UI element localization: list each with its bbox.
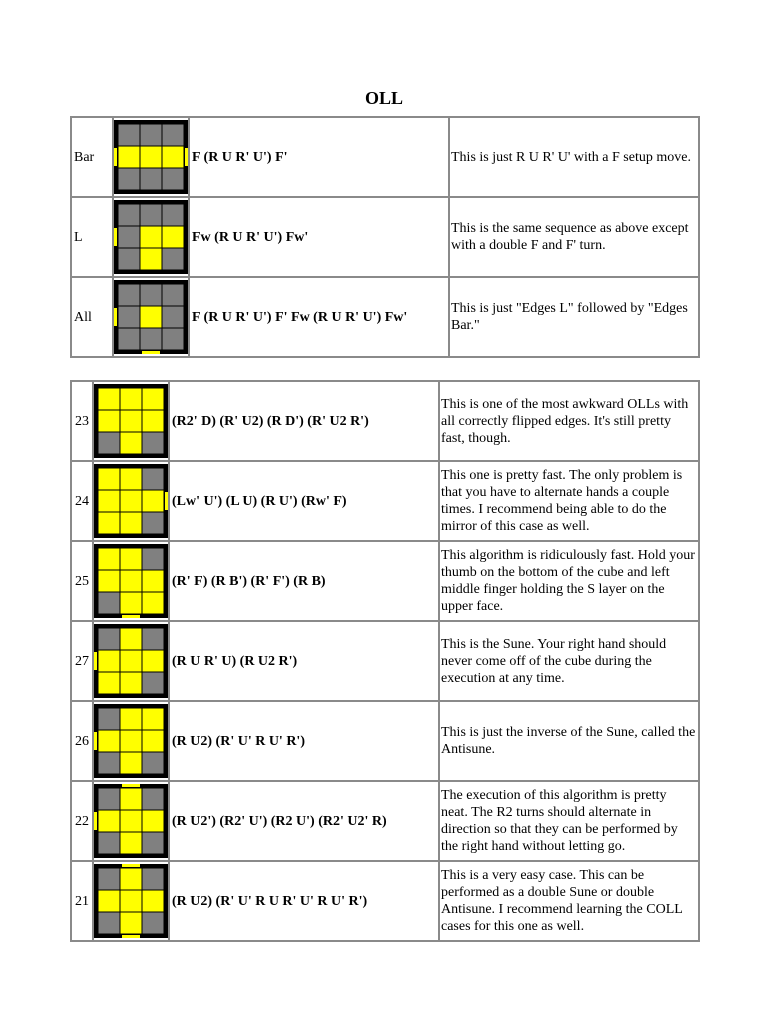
algorithm: (R' F) (R B') (R' F') (R B) <box>169 541 439 621</box>
face-sticker <box>142 730 164 752</box>
algorithm: (R U2) (R' U' R U' R') <box>169 701 439 781</box>
description: This one is pretty fast. The only problem is that you have to alternate hands a couple times. I recommend being able to do the mirror of this case as well. <box>439 461 699 541</box>
face-sticker <box>98 708 120 730</box>
cube-diagram <box>94 384 168 458</box>
side-sticker <box>185 148 188 166</box>
face-sticker <box>162 124 184 146</box>
face-sticker <box>98 912 120 934</box>
face-sticker <box>120 570 142 592</box>
case-diagram <box>93 861 169 941</box>
face-sticker <box>120 592 142 614</box>
face-sticker <box>98 592 120 614</box>
face-sticker <box>140 248 162 270</box>
table-row <box>71 461 699 541</box>
case-number: 27 <box>71 621 93 701</box>
side-sticker <box>122 784 140 787</box>
case-diagram <box>113 277 189 357</box>
face-sticker <box>162 248 184 270</box>
face-sticker <box>120 730 142 752</box>
face-sticker <box>120 410 142 432</box>
face-sticker <box>118 226 140 248</box>
case-diagram <box>113 117 189 197</box>
side-sticker <box>94 652 97 670</box>
cube-diagram <box>94 624 168 698</box>
case-diagram <box>113 197 189 277</box>
face-sticker <box>120 890 142 912</box>
table-row <box>71 277 699 357</box>
face-sticker <box>142 468 164 490</box>
face-sticker <box>142 868 164 890</box>
face-sticker <box>140 204 162 226</box>
description: This is just R U R' U' with a F setup move. <box>449 117 699 197</box>
table-row <box>71 197 699 277</box>
case-number: 22 <box>71 781 93 861</box>
face-sticker <box>142 832 164 854</box>
cube-diagram <box>94 464 168 538</box>
face-sticker <box>162 284 184 306</box>
face-sticker <box>120 548 142 570</box>
face-sticker <box>162 226 184 248</box>
description: This is just "Edges L" followed by "Edges Bar." <box>449 277 699 357</box>
side-sticker <box>94 812 97 830</box>
table-row <box>71 621 699 701</box>
face-sticker <box>120 512 142 534</box>
face-sticker <box>98 672 120 694</box>
cube-diagram <box>94 784 168 858</box>
face-sticker <box>140 226 162 248</box>
face-sticker <box>142 810 164 832</box>
cube-diagram <box>94 864 168 938</box>
face-sticker <box>142 432 164 454</box>
face-sticker <box>120 628 142 650</box>
face-sticker <box>140 328 162 350</box>
case-diagram <box>93 781 169 861</box>
description: This algorithm is ridiculously fast. Hold your thumb on the bottom of the cube and left middle finger holding the S layer on the upper face. <box>439 541 699 621</box>
table-row <box>71 117 699 197</box>
table-row <box>71 861 699 941</box>
face-sticker <box>118 248 140 270</box>
table-row <box>71 541 699 621</box>
algorithm: F (R U R' U') F' <box>189 117 449 197</box>
edges-table <box>70 116 700 358</box>
face-sticker <box>120 832 142 854</box>
face-sticker <box>142 890 164 912</box>
face-sticker <box>98 788 120 810</box>
cube-diagram <box>94 704 168 778</box>
face-sticker <box>140 284 162 306</box>
face-sticker <box>140 146 162 168</box>
side-sticker <box>114 228 117 246</box>
face-sticker <box>162 168 184 190</box>
face-sticker <box>120 672 142 694</box>
face-sticker <box>98 388 120 410</box>
face-sticker <box>98 810 120 832</box>
face-sticker <box>98 890 120 912</box>
side-sticker <box>165 492 168 510</box>
face-sticker <box>162 306 184 328</box>
side-sticker <box>122 615 140 618</box>
face-sticker <box>120 388 142 410</box>
face-sticker <box>162 204 184 226</box>
description: This is the same sequence as above except with a double F and F' turn. <box>449 197 699 277</box>
cube-diagram <box>114 280 188 354</box>
case-label: Bar <box>71 117 113 197</box>
face-sticker <box>98 468 120 490</box>
face-sticker <box>118 124 140 146</box>
cube-diagram <box>94 544 168 618</box>
case-diagram <box>93 541 169 621</box>
description: This is just the inverse of the Sune, called the Antisune. <box>439 701 699 781</box>
face-sticker <box>140 306 162 328</box>
face-sticker <box>120 810 142 832</box>
face-sticker <box>98 650 120 672</box>
face-sticker <box>98 832 120 854</box>
face-sticker <box>120 868 142 890</box>
face-sticker <box>118 306 140 328</box>
side-sticker <box>114 148 117 166</box>
face-sticker <box>142 592 164 614</box>
table-row <box>71 701 699 781</box>
table-row <box>71 781 699 861</box>
face-sticker <box>142 752 164 774</box>
face-sticker <box>142 672 164 694</box>
algorithm: (R U2) (R' U' R U R' U' R U' R') <box>169 861 439 941</box>
face-sticker <box>142 650 164 672</box>
case-number: 21 <box>71 861 93 941</box>
case-diagram <box>93 621 169 701</box>
face-sticker <box>118 146 140 168</box>
face-sticker <box>98 490 120 512</box>
algorithm: F (R U R' U') F' Fw (R U R' U') Fw' <box>189 277 449 357</box>
face-sticker <box>120 752 142 774</box>
algorithm: Fw (R U R' U') Fw' <box>189 197 449 277</box>
face-sticker <box>98 628 120 650</box>
face-sticker <box>140 124 162 146</box>
face-sticker <box>118 328 140 350</box>
face-sticker <box>142 570 164 592</box>
description: This is a very easy case. This can be performed as a double Sune or double Antisune. I recommend learning the COLL cases for this one as well. <box>439 861 699 941</box>
face-sticker <box>142 512 164 534</box>
algorithm: (R U R' U) (R U2 R') <box>169 621 439 701</box>
face-sticker <box>140 168 162 190</box>
face-sticker <box>162 328 184 350</box>
case-diagram <box>93 701 169 781</box>
face-sticker <box>142 788 164 810</box>
face-sticker <box>98 570 120 592</box>
side-sticker <box>94 732 97 750</box>
face-sticker <box>98 730 120 752</box>
cube-diagram <box>114 120 188 194</box>
page-title: OLL <box>364 88 403 108</box>
case-diagram <box>93 381 169 461</box>
algorithm: (R2' D) (R' U2) (R D') (R' U2 R') <box>169 381 439 461</box>
side-sticker <box>114 308 117 326</box>
algorithm: (R U2') (R2' U') (R2 U') (R2' U2' R) <box>169 781 439 861</box>
case-number: 23 <box>71 381 93 461</box>
face-sticker <box>118 284 140 306</box>
face-sticker <box>142 628 164 650</box>
face-sticker <box>98 512 120 534</box>
table-row <box>71 381 699 461</box>
face-sticker <box>98 432 120 454</box>
case-label: All <box>71 277 113 357</box>
description: This is one of the most awkward OLLs with all correctly flipped edges. It's still pretty fast, though. <box>439 381 699 461</box>
face-sticker <box>142 490 164 512</box>
side-sticker <box>122 864 140 867</box>
face-sticker <box>142 410 164 432</box>
side-sticker <box>122 935 140 938</box>
face-sticker <box>120 650 142 672</box>
face-sticker <box>142 548 164 570</box>
case-label: L <box>71 197 113 277</box>
face-sticker <box>98 410 120 432</box>
cube-diagram <box>114 200 188 274</box>
face-sticker <box>118 204 140 226</box>
face-sticker <box>142 388 164 410</box>
face-sticker <box>142 912 164 934</box>
face-sticker <box>118 168 140 190</box>
algorithm: (Lw' U') (L U) (R U') (Rw' F) <box>169 461 439 541</box>
face-sticker <box>162 146 184 168</box>
face-sticker <box>142 708 164 730</box>
face-sticker <box>98 868 120 890</box>
oll-cases-table <box>70 380 700 942</box>
case-number: 25 <box>71 541 93 621</box>
face-sticker <box>98 548 120 570</box>
face-sticker <box>120 490 142 512</box>
side-sticker <box>142 351 160 354</box>
description: The execution of this algorithm is pretty neat. The R2 turns should alternate in direction so that they can be performed by the right hand without letting go. <box>439 781 699 861</box>
case-number: 24 <box>71 461 93 541</box>
face-sticker <box>120 468 142 490</box>
case-diagram <box>93 461 169 541</box>
face-sticker <box>120 912 142 934</box>
face-sticker <box>120 432 142 454</box>
face-sticker <box>120 788 142 810</box>
case-number: 26 <box>71 701 93 781</box>
face-sticker <box>98 752 120 774</box>
description: This is the Sune. Your right hand should never come off of the cube during the execution at any time. <box>439 621 699 701</box>
face-sticker <box>120 708 142 730</box>
